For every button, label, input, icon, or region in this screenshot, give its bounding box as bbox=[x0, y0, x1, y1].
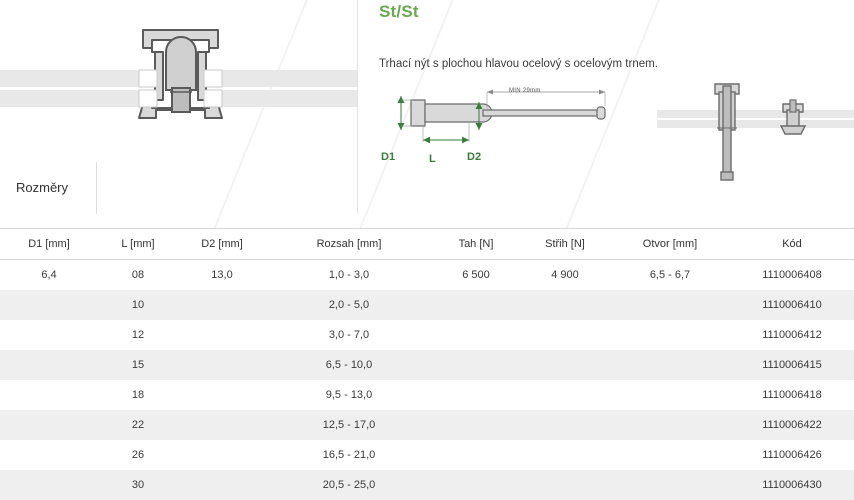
cell-kod: 1110006418 bbox=[730, 380, 854, 410]
cell-tah bbox=[432, 410, 520, 440]
cell-d1 bbox=[0, 470, 98, 500]
cell-d1 bbox=[0, 440, 98, 470]
column-header-l: L [mm] bbox=[98, 229, 178, 260]
cell-kod: 1110006415 bbox=[730, 350, 854, 380]
cell-strih bbox=[520, 470, 610, 500]
cell-l: 26 bbox=[98, 440, 178, 470]
table-row[interactable] bbox=[0, 350, 854, 380]
cell-tah bbox=[432, 440, 520, 470]
cell-l: 22 bbox=[98, 410, 178, 440]
table-row[interactable] bbox=[0, 410, 854, 440]
cell-d2 bbox=[178, 410, 266, 440]
cell-otvor bbox=[610, 440, 730, 470]
cell-otvor bbox=[610, 350, 730, 380]
cell-rozsah: 9,5 - 13,0 bbox=[266, 380, 432, 410]
column-header-rozsah: Rozsah [mm] bbox=[266, 229, 432, 260]
column-header-kod: Kód bbox=[730, 229, 854, 260]
cell-l: 12 bbox=[98, 320, 178, 350]
d2-dimension-label: D2 bbox=[467, 151, 481, 163]
tab-bar bbox=[0, 162, 854, 228]
cell-d1 bbox=[0, 380, 98, 410]
product-description: Trhací nýt s plochou hlavou ocelový s ocelovým trnem. bbox=[379, 58, 679, 70]
table-row[interactable] bbox=[0, 470, 854, 500]
cell-otvor bbox=[610, 320, 730, 350]
cell-strih bbox=[520, 350, 610, 380]
cell-otvor bbox=[610, 380, 730, 410]
cell-otvor bbox=[610, 290, 730, 320]
cell-rozsah: 20,5 - 25,0 bbox=[266, 470, 432, 500]
cell-kod: 1110006408 bbox=[730, 260, 854, 291]
table-row[interactable] bbox=[0, 320, 854, 350]
cell-kod: 1110006430 bbox=[730, 470, 854, 500]
cell-l: 18 bbox=[98, 380, 178, 410]
cell-kod: 1110006426 bbox=[730, 440, 854, 470]
cell-d2 bbox=[178, 320, 266, 350]
cell-tah bbox=[432, 290, 520, 320]
cell-strih bbox=[520, 320, 610, 350]
cell-d1 bbox=[0, 290, 98, 320]
table-row[interactable] bbox=[0, 290, 854, 320]
table-row[interactable] bbox=[0, 380, 854, 410]
column-header-tah: Tah [N] bbox=[432, 229, 520, 260]
tab-dimensions[interactable]: Rozměry bbox=[16, 180, 68, 195]
table-header bbox=[0, 229, 854, 260]
column-header-d2: D2 [mm] bbox=[178, 229, 266, 260]
cell-tah bbox=[432, 380, 520, 410]
l-dimension-label: L bbox=[429, 153, 436, 165]
column-header-strih: Střih [N] bbox=[520, 229, 610, 260]
cell-d1 bbox=[0, 350, 98, 380]
cell-kod: 1110006410 bbox=[730, 290, 854, 320]
cell-d1 bbox=[0, 410, 98, 440]
cell-d2 bbox=[178, 470, 266, 500]
cell-strih bbox=[520, 440, 610, 470]
cell-l: 10 bbox=[98, 290, 178, 320]
cell-rozsah: 16,5 - 21,0 bbox=[266, 440, 432, 470]
cell-strih bbox=[520, 410, 610, 440]
product-title: St/St bbox=[379, 2, 419, 22]
cell-l: 30 bbox=[98, 470, 178, 500]
cell-rozsah: 2,0 - 5,0 bbox=[266, 290, 432, 320]
cell-strih: 4 900 bbox=[520, 260, 610, 291]
table-row[interactable] bbox=[0, 440, 854, 470]
cell-strih bbox=[520, 380, 610, 410]
column-header-d1: D1 [mm] bbox=[0, 229, 98, 260]
cell-d2 bbox=[178, 380, 266, 410]
cell-d1 bbox=[0, 320, 98, 350]
cell-rozsah: 6,5 - 10,0 bbox=[266, 350, 432, 380]
cell-tah bbox=[432, 350, 520, 380]
tab-divider bbox=[96, 162, 97, 214]
cell-rozsah: 3,0 - 7,0 bbox=[266, 320, 432, 350]
cell-d2: 13,0 bbox=[178, 260, 266, 291]
column-header-otvor: Otvor [mm] bbox=[610, 229, 730, 260]
d1-dimension-label: D1 bbox=[381, 151, 395, 163]
cell-strih bbox=[520, 290, 610, 320]
cell-rozsah: 1,0 - 3,0 bbox=[266, 260, 432, 291]
cell-d2 bbox=[178, 350, 266, 380]
table-row[interactable] bbox=[0, 260, 854, 291]
table-body bbox=[0, 260, 854, 500]
cell-d1: 6,4 bbox=[0, 260, 98, 291]
cell-d2 bbox=[178, 440, 266, 470]
cell-l: 08 bbox=[98, 260, 178, 291]
cell-rozsah: 12,5 - 17,0 bbox=[266, 410, 432, 440]
dimensions-table bbox=[0, 228, 854, 500]
cell-d2 bbox=[178, 290, 266, 320]
cell-otvor: 6,5 - 6,7 bbox=[610, 260, 730, 291]
table-header-row bbox=[0, 229, 854, 260]
cell-otvor bbox=[610, 410, 730, 440]
cell-l: 15 bbox=[98, 350, 178, 380]
cell-tah: 6 500 bbox=[432, 260, 520, 291]
cell-kod: 1110006422 bbox=[730, 410, 854, 440]
cell-tah bbox=[432, 470, 520, 500]
cell-otvor bbox=[610, 470, 730, 500]
min-length-label: MIN 29mm bbox=[509, 88, 541, 94]
cell-kod: 1110006412 bbox=[730, 320, 854, 350]
cell-tah bbox=[432, 320, 520, 350]
